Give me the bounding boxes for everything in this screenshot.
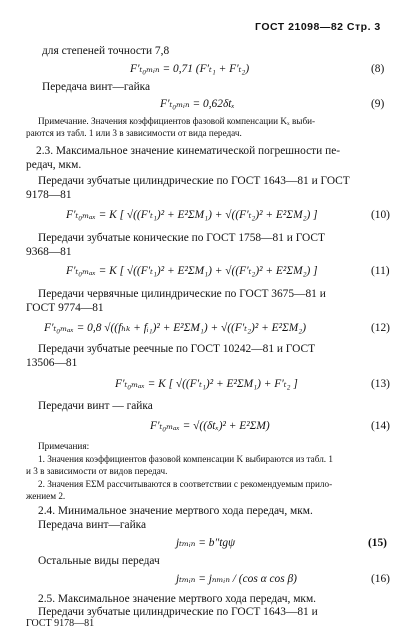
text-line: Передачи зубчатые цилиндрические по ГОСТ 1643—81 и ГОСТ [38, 175, 350, 187]
section-heading: редач, мкм. [26, 159, 82, 171]
formula-11: F′ₜ₀ₘₐₓ = K [ √((F′ₜ₁)² + E²ΣM₁) + √((F′ₜ₂)² + E²ΣM₂) ] [66, 265, 318, 277]
text-line: 9368—81 [26, 246, 72, 258]
equation-number: (14) [371, 420, 390, 432]
text-line: ГОСТ 9178—81 [26, 618, 95, 629]
section-heading: 2.5. Максимальное значение мертвого хода передач, мкм. [38, 593, 317, 605]
note-line: 2. Значения EΣM рассчитываются в соответствии с рекомендуемым прило- [38, 479, 333, 489]
equation-number: (16) [371, 573, 390, 585]
equation-number: (15) [368, 537, 387, 549]
text-line: Передача винт—гайка [38, 519, 147, 531]
text-line: Остальные виды передач [38, 555, 160, 567]
page-header: ГОСТ 21098—82 Стр. 3 [255, 21, 381, 33]
note-line: 1. Значения коэффициентов фазовой компенсации K выбираются из табл. 1 [38, 454, 333, 464]
text-line: Передачи зубчатые конические по ГОСТ 1758—81 и ГОСТ [38, 232, 325, 244]
equation-number: (12) [371, 322, 390, 334]
equation-number: (9) [371, 98, 385, 110]
note-line: Примечание. Значения коэффициентов фазовой компенсации Kₓ выби- [38, 116, 316, 126]
text-line: ГОСТ 9774—81 [26, 302, 104, 314]
text-line: Передача винт—гайка [42, 81, 151, 93]
equation-number: (8) [371, 63, 385, 75]
formula-9: F′ₜ₀ₘᵢₙ = 0,62δtₓ [160, 98, 235, 110]
notes-title: Примечания: [38, 441, 90, 451]
formula-14: F′ₜ₀ₘₐₓ = √((δtₓ)² + E²ΣM) [150, 420, 270, 432]
section-heading: 2.3. Максимальное значение кинематической погрешности пе- [36, 145, 341, 157]
formula-12: F′ₜ₀ₘₐₓ = 0,8 √((fₕₖ + fᵢ₁)² + E²ΣM₁) + √((F′ₜ₂)² + E²ΣM₂) [44, 322, 307, 334]
note-line: и 3 в зависимости от видов передач. [26, 466, 168, 476]
text-line: Передачи зубчатые реечные по ГОСТ 10242—81 и ГОСТ [38, 343, 316, 355]
text-line: Передачи зубчатые цилиндрические по ГОСТ 1643—81 и [38, 606, 318, 618]
equation-number: (13) [371, 378, 390, 390]
text-line: Передачи винт — гайка [38, 400, 153, 412]
formula-10: F′ₜ₀ₘₐₓ = K [ √((F′ₜ₁)² + E²ΣM₁) + √((F′ₜ₂)² + E²ΣM₂) ] [66, 209, 318, 221]
text-line: 9178—81 [26, 189, 72, 201]
equation-number: (11) [371, 265, 390, 277]
note-line: раются из табл. 1 или 3 в зависимости от вида передач. [26, 128, 242, 138]
formula-16: jₜₘᵢₙ = jₙₘᵢₙ / (cos α cos β) [176, 573, 297, 585]
text-line: Передачи червячные цилиндрические по ГОСТ 3675—81 и [38, 288, 326, 300]
formula-8: F′ₜ₀ₘᵢₙ = 0,71 (F′ₜ₁ + F′ₜ₂) [130, 63, 250, 75]
text-line: для степеней точности 7,8 [42, 45, 170, 57]
formula-15: jₜₘᵢₙ = b″tgψ [176, 537, 236, 549]
section-heading: 2.4. Минимальное значение мертвого хода передач, мкм. [38, 505, 313, 517]
equation-number: (10) [371, 209, 390, 221]
note-line: жением 2. [26, 491, 66, 501]
text-line: 13506—81 [26, 357, 78, 369]
formula-13: F′ₜ₀ₘₐₓ = K [ √((F′ₜ₁)² + E²ΣM₁) + F′ₜ₂ ] [115, 378, 298, 390]
